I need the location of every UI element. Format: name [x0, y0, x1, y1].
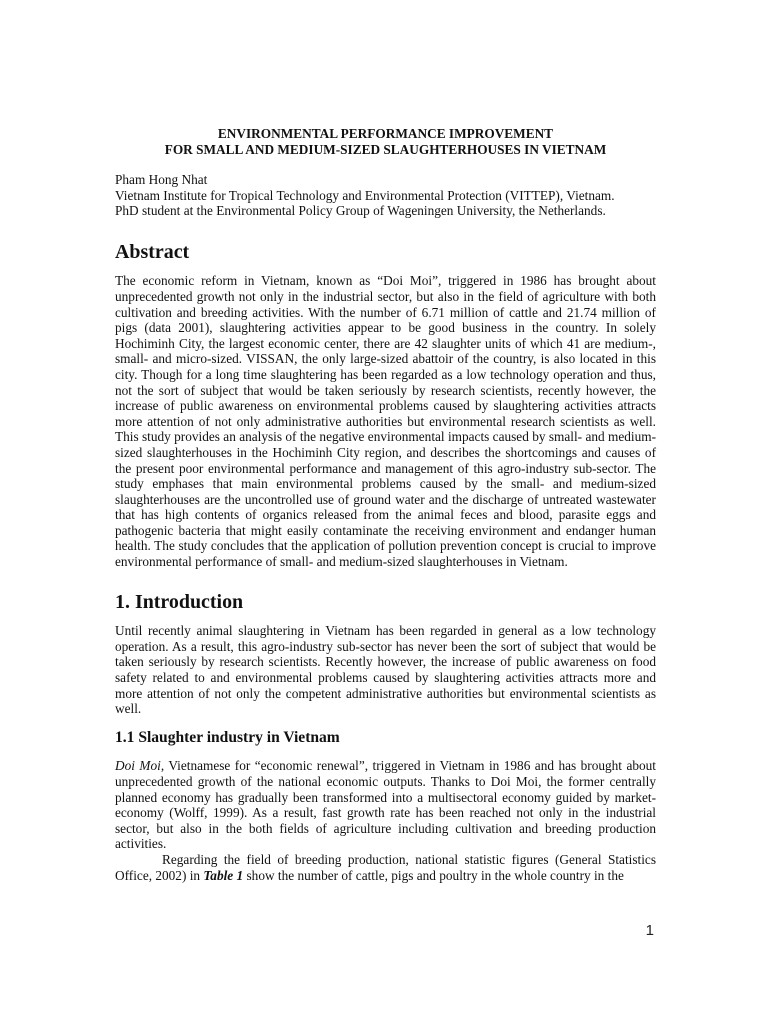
doi-moi-term: Doi Moi: [115, 758, 161, 774]
abstract-text: The economic reform in Vietnam, known as “Doi Moi”, triggered in 1986 has brought about unprecedented growth not only in the industrial sector, but also in the field of agriculture with both cultivation and breeding activities. With the number of 6.71 million of cattle and 21.74 million of pigs (data 2001), slaughtering activities appear to be good business in the country. In solely Hochiminh City, the largest economic center, there are 42 slaughter units of which 41 are medium-, small- and micro-sized. VISSAN, the only large-sized abattoir of the country, is also located in this city. Though for a long time slaughtering has been regarded as a low technology operation and thus, not the sort of subject that would be taken seriously by research scientists, recently however, the increase of public awareness on environmental problems caused by slaughtering activities attracts more attention of not only administrative authorities but environmental research scientists as well. This study provides an analysis of the negative environmental impacts caused by small- and medium-sized slaughterhouses in the Hochiminh City region, and describes the shortcomings and causes of the present poor environmental performance and management of this agro-industry sub-sector. The study emphases that main environmental problems caused by the small- and medium-sized slaughterhouses are the uncontrolled use of ground water and the discharge of untreated wastewater that has high contents of organics released from the animal feces and blood, parasite eggs and pathogenic bacteria that might easily contaminate the receiving environment and endanger human health. The study concludes that the application of pollution prevention concept is crucial to improve environmental performance of small- and medium-sized slaughterhouses in Vietnam.: [115, 273, 656, 570]
paper-title: [115, 126, 656, 158]
abstract-heading: Abstract: [115, 240, 190, 263]
title-line-2: FOR SMALL AND MEDIUM-SIZED SLAUGHTERHOUSES IN VIETNAM: [164, 142, 607, 157]
introduction-heading: 1. Introduction: [115, 590, 244, 613]
subsection-heading: 1.1 Slaughter industry in Vietnam: [115, 728, 340, 746]
page-content: [115, 126, 656, 883]
paragraph-2-start: Regarding the field of breeding production, national statistic figures (General Statistics Office, 2002) in: [115, 851, 656, 883]
table-reference: Table 1: [203, 867, 244, 883]
page-number: 1: [645, 922, 654, 939]
subsection-paragraph-2: [115, 852, 656, 883]
author-affiliation-2: PhD student at the Environmental Policy Group of Wageningen University, the Netherlands.: [115, 203, 606, 219]
introduction-text: Until recently animal slaughtering in Vietnam has been regarded in general as a low technology operation. As a result, this agro-industry sub-sector has never been the sort of subject that would be taken seriously by research scientists. Recently however, the increase of public awareness on food safety related to and environmental problems caused by slaughtering activities attracts more and more attention of not only the competent administrative authorities but environmental scientists as well.: [115, 623, 656, 717]
author-name: Pham Hong Nhat: [115, 172, 208, 187]
paragraph-1-body: , Vietnamese for “economic renewal”, triggered in Vietnam in 1986 and has brought about unprecedented growth of the national economic outputs. Thanks to Doi Moi, the former centrally planned economy has gradually been transformed into a multisectoral economy guided by market-economy (Wolff, 1999). As a result, fast growth rate has been reached not only in the industrial sector, but also in the both fields of agriculture including cultivation and breeding production activities.: [115, 758, 656, 852]
author-block: [115, 172, 656, 219]
title-line-1: ENVIRONMENTAL PERFORMANCE IMPROVEMENT: [217, 126, 554, 141]
paragraph-2-end: show the number of cattle, pigs and poultry in the whole country in the: [243, 867, 624, 883]
subsection-paragraph-1: [115, 758, 656, 852]
author-affiliation-1: Vietnam Institute for Tropical Technology and Environmental Protection (VITTEP), Vietnam.: [115, 187, 615, 203]
